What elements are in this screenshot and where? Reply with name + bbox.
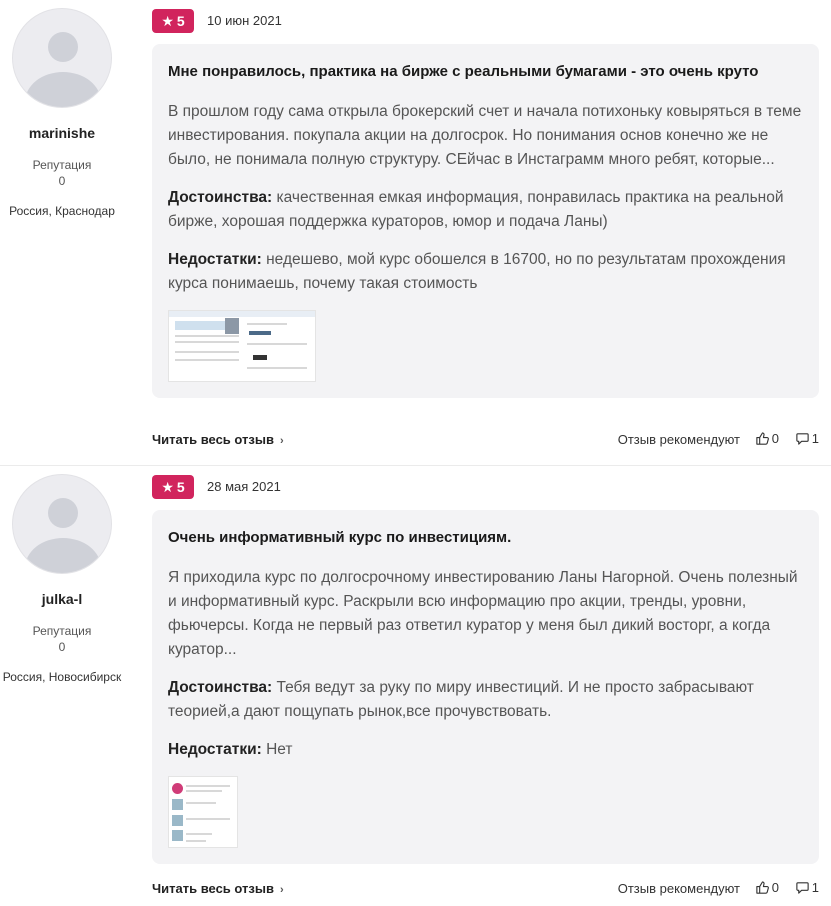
thumbs-up-icon (755, 880, 770, 895)
review-footer (152, 432, 819, 452)
review-cons (168, 248, 803, 296)
review-item (0, 466, 831, 906)
like-count: 0 (771, 880, 779, 895)
review-pros (168, 186, 803, 234)
review-text: В прошлом году сама открыла брокерский счет и начала потихоньку ковыряться в теме инвестирования. покупала акции на долгосрок. Но понимания основ конечно же не было, не понимала полную структуру. СЕйчас в Инстаграмм много ребят, которые... (168, 103, 802, 168)
reputation-label: Репутация (32, 158, 92, 172)
comment-count: 1 (811, 431, 819, 446)
reputation-value: 0 (58, 640, 66, 654)
pros-text: Тебя ведут за руку по миру инвестиций. И не просто забрасывают теорией,а дают пощупать рынок,все прочувствовать. (168, 679, 754, 720)
review-date: 28 мая 2021 (207, 479, 281, 494)
star-icon: ★ (161, 13, 174, 29)
rating-value: 5 (176, 479, 185, 495)
cons-label: Недостатки: (168, 251, 262, 268)
comments-button[interactable] (795, 431, 819, 446)
star-icon: ★ (161, 479, 174, 495)
cons-text: недешево, мой курс обошелся в 16700, но по результатам прохождения курса понимаешь, почему такая стоимость (168, 251, 786, 292)
review-card[interactable] (152, 510, 819, 864)
avatar[interactable] (12, 8, 112, 108)
author-location: Россия, Краснодар (9, 204, 115, 218)
like-button[interactable] (755, 880, 779, 895)
review-text: Я приходила курс по долгосрочному инвестированию Ланы Нагорной. Очень полезный и информативный курс. Раскрыли всю информацию про акции, тренды, уровни, фьючерсы. Когда не первый раз ответил куратор у меня был дикий восторг, а когда куратор... (168, 569, 798, 658)
reputation-value: 0 (58, 174, 66, 188)
chevron-right-icon: › (279, 884, 284, 896)
cons-text: Нет (266, 741, 293, 758)
review-card[interactable] (152, 44, 819, 398)
comments-button[interactable] (795, 880, 819, 895)
rating-badge (152, 475, 194, 499)
thumbs-up-icon (755, 431, 770, 446)
read-full-review-link[interactable]: Читать весь отзыв › (152, 881, 284, 896)
author-location: Россия, Новосибирск (2, 670, 122, 684)
pros-label: Достоинства: (168, 189, 273, 206)
read-full-review-link[interactable]: Читать весь отзыв › (152, 432, 284, 447)
rating-value: 5 (176, 13, 185, 29)
pros-label: Достоинства: (168, 679, 273, 696)
author-name[interactable]: marinishe (28, 125, 96, 141)
comment-icon (795, 431, 810, 446)
review-cons (168, 738, 803, 762)
review-pros (168, 676, 803, 724)
recommend-label: Отзыв рекомендуют (617, 432, 740, 447)
review-title[interactable]: Очень информативный курс по инвестициям. (168, 529, 512, 546)
reputation-label: Репутация (32, 624, 92, 638)
comment-count: 1 (811, 880, 819, 895)
rating-badge (152, 9, 194, 33)
review-footer (152, 881, 819, 901)
like-count: 0 (771, 431, 779, 446)
recommend-label: Отзыв рекомендуют (617, 881, 740, 896)
like-button[interactable] (755, 431, 779, 446)
review-photo-thumbnail[interactable] (168, 776, 238, 848)
pros-text: качественная емкая информация, понравилась практика на реальной бирже, хорошая поддержка кураторов, юмор и подача Ланы) (168, 189, 784, 230)
review-title[interactable]: Мне понравилось, практика на бирже с реальными бумагами - это очень круто (168, 63, 759, 80)
review-date: 10 июн 2021 (207, 13, 282, 28)
avatar[interactable] (12, 474, 112, 574)
cons-label: Недостатки: (168, 741, 262, 758)
author-name[interactable]: julka-l (41, 591, 83, 607)
chevron-right-icon: › (279, 435, 284, 447)
review-photo-thumbnail[interactable] (168, 310, 316, 382)
comment-icon (795, 880, 810, 895)
